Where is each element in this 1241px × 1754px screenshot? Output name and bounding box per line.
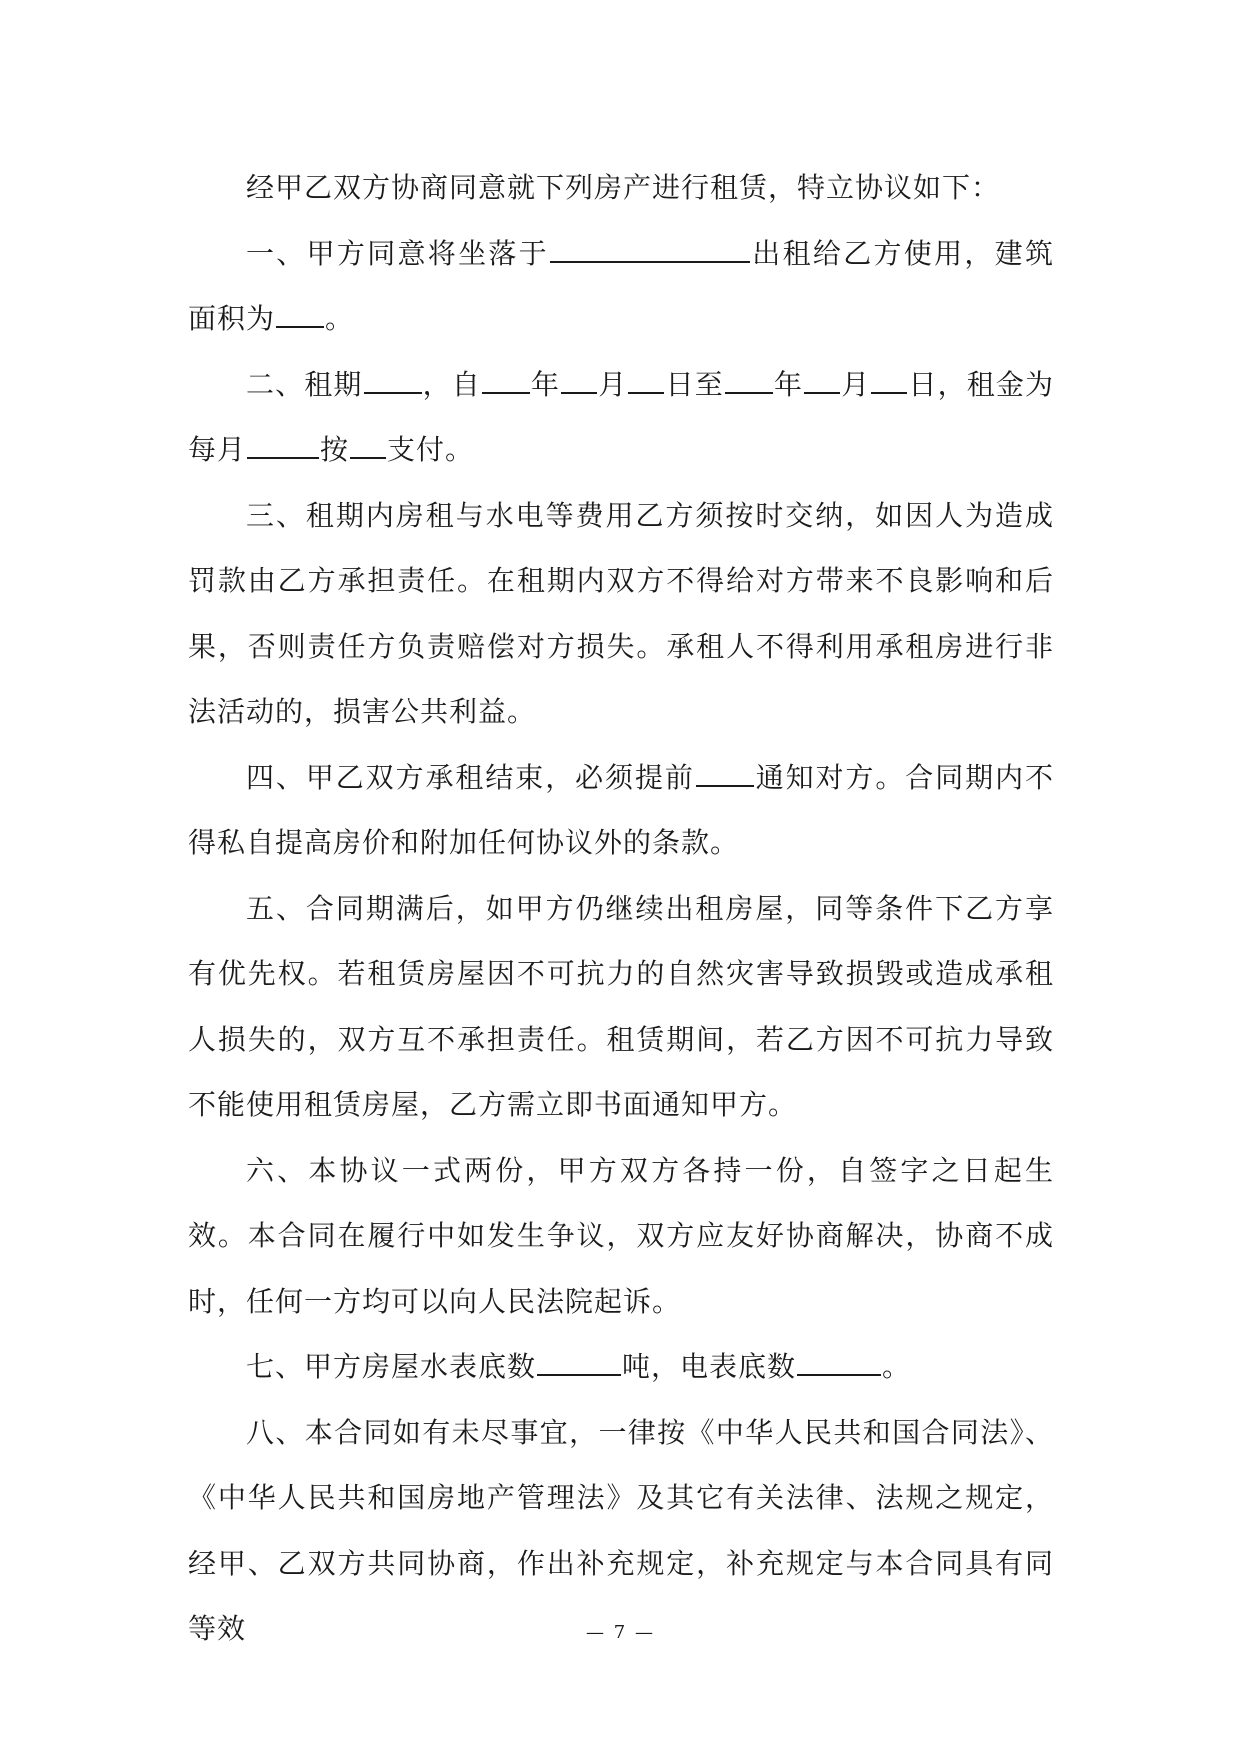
start-month-blank [561,368,597,394]
document-body [188,155,1054,1662]
clause-5: 五、合同期满后，如甲方仍继续出租房屋，同等条件下乙方享有优先权。若租赁房屋因不可抗力的自然灾害导致损毁或造成承租人损失的，双方互不承担责任。租赁期间，若乙方因不可抗力导致不能使用租赁房屋，乙方需立即书面通知甲方。 [188,891,1054,1121]
clause-2-text-a: 二、租期 [246,367,363,401]
notice-period-blank [696,761,754,787]
start-day-blank [628,368,664,394]
clause-2-text-f: 年 [773,367,804,401]
clause-1-text-b: 出租给乙方使用，建筑面积为 [188,236,1054,335]
clause-4 [188,745,1054,876]
clause-2-text-j: 支付。 [387,433,475,466]
page-number: — 7 — [586,1622,655,1643]
clause-1-text-c: 。 [325,302,355,335]
water-meter-blank [537,1350,621,1376]
end-year-blank [725,368,773,394]
property-address-blank [550,237,750,263]
clause-2-text-h: 日，租金为每月 [188,367,1054,466]
clause-1 [188,221,1054,352]
clause-2-text-i: 按 [320,433,350,466]
clause-4-text-a: 四、甲乙双方承租结束，必须提前 [246,760,695,794]
monthly-rent-blank [247,433,319,459]
clause-2-text-e: 日至 [665,367,724,401]
end-day-blank [871,368,907,394]
payment-period-blank [350,433,386,459]
clause-7-text-b: 吨，电表底数 [622,1350,797,1383]
start-year-blank [482,368,530,394]
clause-7-text-c: 。 [882,1350,912,1383]
clause-2-text-c: 年 [530,367,561,401]
electric-meter-blank [797,1350,881,1376]
clause-2 [188,352,1054,483]
clause-2-text-g: 月 [841,367,871,401]
clause-2-text-b: ，自 [422,367,481,401]
building-area-blank [276,302,324,328]
clause-8: 八、本合同如有未尽事宜，一律按《中华人民共和国合同法》、《中华人民共和国房地产管理法》及其它有关法律、法规之规定，经甲、乙双方共同协商，作出补充规定，补充规定与本合同具有同等效 [188,1415,1054,1645]
clause-2-text-d: 月 [598,367,628,401]
lease-term-blank [364,368,422,394]
clause-7-text-a: 七、甲方房屋水表底数 [246,1350,537,1383]
intro-paragraph: 经甲乙双方协商同意就下列房产进行租赁，特立协议如下： [246,171,1001,204]
clause-3: 三、租期内房租与水电等费用乙方须按时交纳，如因人为造成罚款由乙方承担责任。在租期内双方不得给对方带来不良影响和后果，否则责任方负责赔偿对方损失。承租人不得利用承租房进行非法活动的，损害公共利益。 [188,498,1054,728]
clause-7 [188,1334,1054,1400]
clause-1-text-a: 一、甲方同意将坐落于 [246,236,549,270]
end-month-blank [804,368,840,394]
clause-4-text-b: 通知对方。合同期内不得私自提高房价和附加任何协议外的条款。 [188,760,1054,859]
clause-6: 六、本协议一式两份，甲方双方各持一份，自签字之日起生效。本合同在履行中如发生争议，双方应友好协商解决，协商不成时，任何一方均可以向人民法院起诉。 [188,1153,1054,1318]
